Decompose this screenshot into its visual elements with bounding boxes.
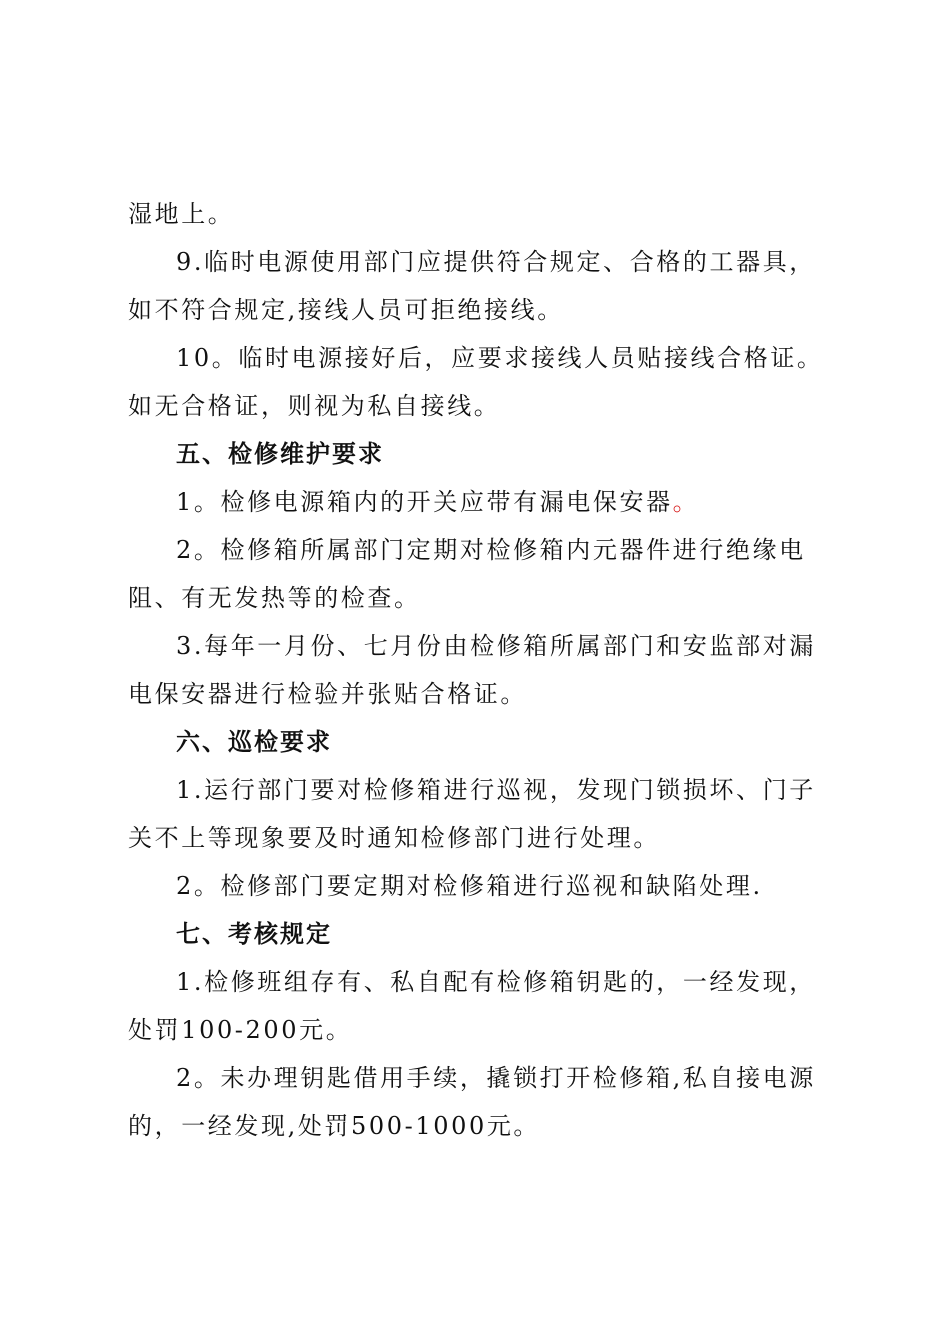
paragraph-maintenance-3: 3.每年一月份、七月份由检修箱所属部门和安监部对漏电保安器进行检验并张贴合格证。: [128, 632, 816, 708]
paragraph-maintenance-2: 2。检修箱所属部门定期对检修箱内元器件进行绝缘电阻、有无发热等的检查。: [128, 536, 806, 612]
paragraph-assessment-1: 1.检修班组存有、私自配有检修箱钥匙的，一经发现，处罚100-200元。: [128, 968, 816, 1044]
section-heading-maintenance: 五、检修维护要求: [176, 440, 384, 468]
paragraph-inspection-1: 1.运行部门要对检修箱进行巡视，发现门锁损坏、门子关不上等现象要及时通知检修部门进行处理。: [128, 776, 816, 852]
document-body: [128, 190, 838, 1150]
section-heading-assessment: 七、考核规定: [176, 920, 332, 948]
paragraph-continuation: 湿地上。: [128, 200, 235, 228]
section-heading-inspection: 六、巡检要求: [176, 728, 332, 756]
paragraph-assessment-2: 2。未办理钥匙借用手续，撬锁打开检修箱,私自接电源的，一经发现,处罚500-1000元。: [128, 1064, 816, 1140]
paragraph-item-9: 9.临时电源使用部门应提供符合规定、合格的工器具，如不符合规定,接线人员可拒绝接线。: [128, 248, 816, 324]
paragraph-maintenance-1: [128, 478, 838, 526]
paragraph-item-10: 10。临时电源接好后，应要求接线人员贴接线合格证。如无合格证，则视为私自接线。: [128, 344, 824, 420]
red-period-mark: 。: [672, 488, 700, 516]
paragraph-maintenance-1-text: 1。检修电源箱内的开关应带有漏电保安器: [176, 488, 673, 516]
paragraph-inspection-2: 2。检修部门要定期对检修箱进行巡视和缺陷处理.: [176, 872, 763, 900]
